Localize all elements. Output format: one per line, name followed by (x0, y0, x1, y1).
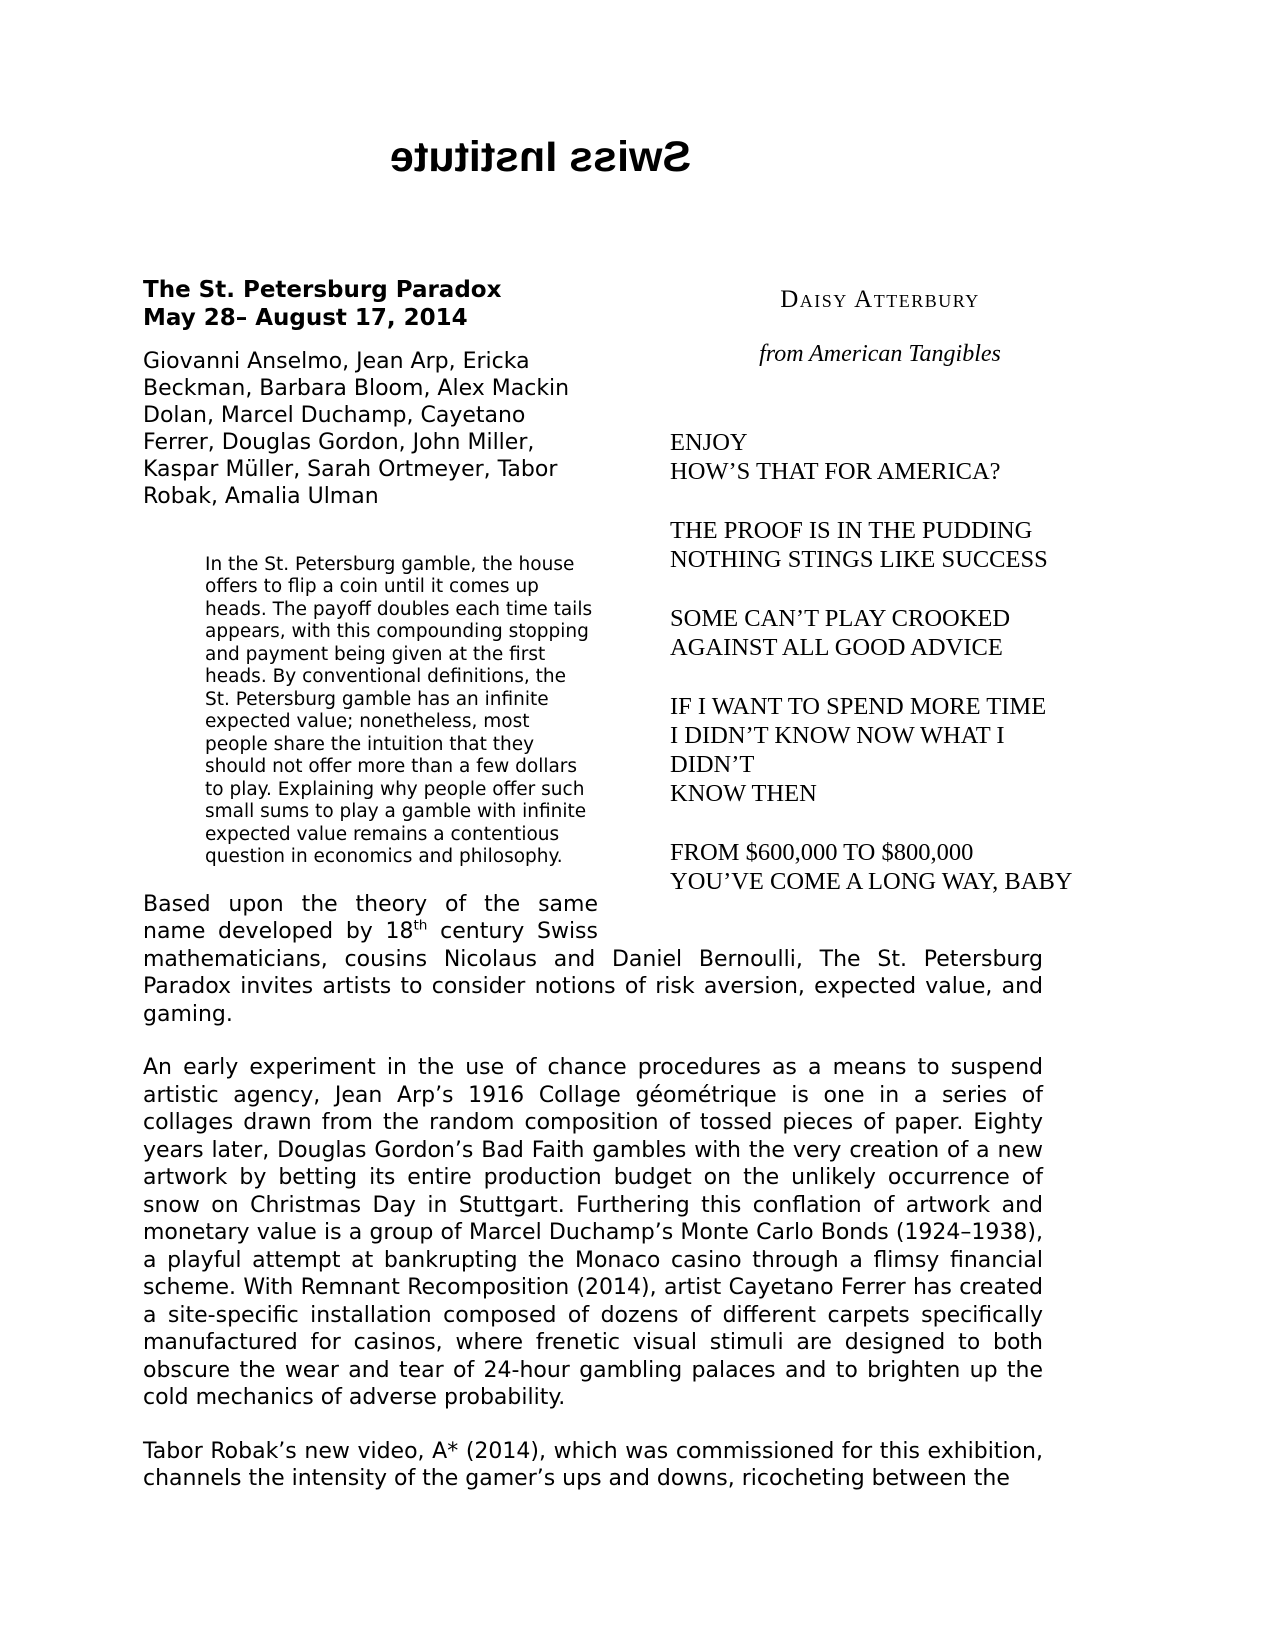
poem-line: YOU’VE COME A LONG WAY, BABY (670, 867, 1073, 895)
poem-stanza-5 (670, 838, 1090, 896)
ordinal-superscript: th (413, 917, 428, 934)
body-paragraph-3: Tabor Robak’s new video, A* (2014), which was commissioned for this exhibition, channels the intensity of the gamer’s ups and downs, ricocheting between the (143, 1438, 1043, 1492)
exhibition-title: The St. Petersburg Paradox (143, 276, 502, 303)
poem-line: FROM $600,000 TO $800,000 (670, 838, 974, 866)
poem-author: Daisy Atterbury (780, 285, 980, 313)
swiss-institute-logo: Swiss Institute (389, 133, 692, 181)
poem-line: IF I WANT TO SPEND MORE TIME (670, 692, 1047, 720)
poem-line: KNOW THEN (670, 779, 817, 807)
poem-source-title: from American Tangibles (759, 340, 1001, 367)
poem-line: NOTHING STINGS LIKE SUCCESS (670, 545, 1048, 573)
poem-line: THE PROOF IS IN THE PUDDING (670, 516, 1033, 544)
body-paragraph-1-continued: mathematicians, cousins Nicolaus and Daniel Bernoulli, The St. Petersburg Paradox invites artists to consider notions of risk aversion, expected value, and gaming. (143, 946, 1043, 1027)
body-paragraph-1-start (143, 891, 598, 946)
poem-line: AGAINST ALL GOOD ADVICE (670, 633, 1003, 661)
poem-stanza-4 (670, 692, 1090, 808)
poem-stanza-3 (670, 604, 1090, 662)
poem-line: SOME CAN’T PLAY CROOKED (670, 604, 1011, 632)
poem-line: ENJOY (670, 428, 748, 456)
poem-stanza-1 (670, 428, 1090, 486)
paragraph-text: century Swiss (427, 919, 598, 945)
poem-stanza-2 (670, 516, 1090, 574)
poem-line: HOW’S THAT FOR AMERICA? (670, 457, 1001, 485)
paragraph-text: Based upon the theory of the same name developed by 18 (143, 891, 598, 945)
body-paragraph-2: An early experiment in the use of chance procedures as a means to suspend artistic agency, Jean Arp’s 1916 Collage géométrique is one in a series of collages drawn from the random composition of tossed pieces of paper. Eighty years later, Douglas Gordon’s Bad Faith gambles with the very creation of a new artwork by betting its entire production budget on the unlikely occurrence of snow on Christmas Day in Stuttgart. Furthering this conflation of artwork and monetary value is a group of Marcel Duchamp’s Monte Carlo Bonds (1924–1938), a playful attempt at bankrupting the Monaco casino through a flimsy financial scheme. With Remnant Recomposition (2014), artist Cayetano Ferrer has created a site-specific installation composed of dozens of different carpets specifically manufactured for casinos, where frenetic visual stimuli are designed to both obscure the wear and tear of 24-hour gambling palaces and to brighten up the cold mechanics of adverse probability. (143, 1055, 1043, 1411)
logo-row (0, 0, 1275, 184)
poem-column (670, 276, 1090, 926)
exhibition-dates: May 28– August 17, 2014 (143, 304, 468, 331)
poem-line: I DIDN’T KNOW NOW WHAT I DIDN’T (670, 721, 1005, 778)
paradox-definition-note: In the St. Petersburg gamble, the house offers to flip a coin until it comes up heads. The payoff doubles each time tails appears, with this compounding stopping and payment being given at the first heads. By conventional definitions, the St. Petersburg gamble has an infinite expected value; nonetheless, most people share the intuition that they should not offer more than a few dollars to play. Explaining why people offer such small sums to play a gamble with infinite expected value remains a contentious question in economics and philosophy. (205, 553, 593, 868)
poem-body (670, 428, 1090, 896)
artist-list: Giovanni Anselmo, Jean Arp, Ericka Beckman, Barbara Bloom, Alex Mackin Dolan, Marcel Duchamp, Cayetano Ferrer, Douglas Gordon, John Miller, Kaspar Müller, Sarah Ortmeyer, Tabor Robak, Amalia Ulman (143, 348, 570, 509)
document-content (143, 276, 1073, 1493)
